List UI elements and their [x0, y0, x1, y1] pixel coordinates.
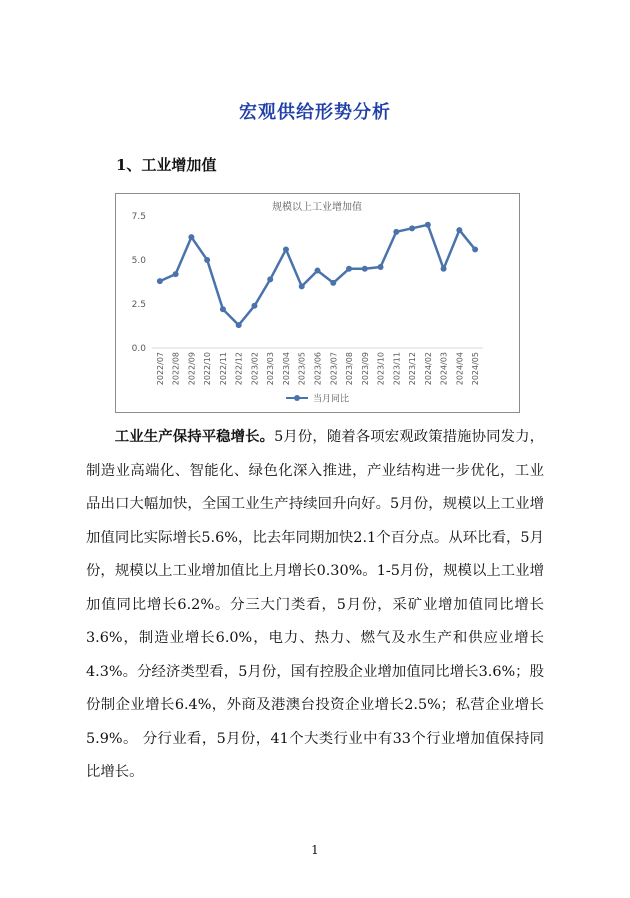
page-number: 1 — [311, 843, 319, 857]
legend-marker — [294, 395, 300, 401]
document-title: 宏观供给形势分析 — [239, 102, 391, 123]
data-point — [393, 229, 399, 235]
data-point — [315, 268, 321, 274]
data-point — [188, 234, 194, 240]
x-tick-label: 2022/07 — [155, 352, 165, 386]
y-tick-label: 5.0 — [131, 256, 146, 266]
data-point — [157, 278, 163, 284]
data-point — [283, 246, 289, 252]
y-tick-label: 0.0 — [131, 344, 146, 354]
data-point — [425, 222, 431, 228]
x-tick-label: 2023/09 — [360, 352, 370, 386]
data-point — [267, 276, 273, 282]
data-point — [362, 266, 368, 272]
x-tick-label: 2024/02 — [423, 352, 433, 386]
data-point — [456, 227, 462, 233]
data-point — [204, 257, 210, 263]
x-tick-label: 2024/03 — [439, 352, 449, 386]
x-tick-label: 2023/08 — [345, 352, 355, 386]
x-tick-label: 2022/08 — [171, 352, 181, 386]
y-tick-label: 7.5 — [131, 212, 146, 222]
x-tick-label: 2022/09 — [187, 352, 197, 386]
section-heading: 1、工业增加值 — [116, 156, 217, 174]
data-point — [220, 306, 226, 312]
x-tick-label: 2022/11 — [218, 352, 228, 386]
x-tick-label: 2024/04 — [455, 352, 465, 386]
y-tick-label: 2.5 — [131, 300, 146, 310]
chart-container — [115, 193, 520, 413]
x-tick-label: 2023/02 — [250, 352, 260, 386]
data-point — [173, 271, 179, 277]
x-tick-label: 2022/12 — [234, 352, 244, 386]
x-tick-label: 2023/06 — [313, 352, 323, 386]
data-point — [330, 280, 336, 286]
data-point — [378, 264, 384, 270]
data-point — [409, 225, 415, 231]
data-point — [299, 283, 305, 289]
chart-title: 规模以上工业增加值 — [272, 202, 362, 213]
legend-label: 当月同比 — [313, 394, 350, 405]
x-tick-label: 2024/05 — [471, 352, 481, 386]
x-tick-label: 2023/03 — [266, 352, 276, 386]
data-point — [346, 266, 352, 272]
line-chart — [116, 194, 519, 412]
x-tick-label: 2023/11 — [392, 352, 402, 386]
x-tick-label: 2022/10 — [203, 352, 213, 386]
x-tick-label: 2023/10 — [376, 352, 386, 386]
data-point — [251, 303, 257, 309]
paragraph-body: 5月份，随着各项宏观政策措施协同发力，制造业高端化、智能化、绿色化深入推进，产业结构进一步优化，工业品出口大幅加快，全国工业生产持续回升向好。5月份，规模以上工业增加值同比实际增长5.6%，比去年同期加快2.1个百分点。从环比看，5月份，规模以上工业增加值比上月增长0.30%。1-5月份，规模以上工业增加值同比增长6.2%。分三大门类看，5月份，采矿业增加值同比增长3.6%，制造业增长6.0%，电力、热力、燃气及水生产和供应业增长4.3%。分经济类型看，5月份，国有控股企业增加值同比增长3.6%；股份制企业增长6.4%，外商及港澳台投资企业增长2.5%；私营企业增长5.9%。 分行业看，5月份，41个大类行业中有33个行业增加值保持同比增长。 — [86, 429, 544, 780]
x-tick-label: 2023/12 — [408, 352, 418, 386]
series-line — [160, 225, 475, 325]
data-point — [472, 246, 478, 252]
x-tick-label: 2023/04 — [281, 352, 291, 386]
paragraph-lead: 工业生产保持平稳增长。 — [114, 428, 275, 445]
x-tick-label: 2023/07 — [329, 352, 339, 386]
analysis-paragraph — [86, 420, 544, 790]
data-point — [441, 266, 447, 272]
x-tick-label: 2023/05 — [297, 352, 307, 386]
data-point — [236, 322, 242, 328]
